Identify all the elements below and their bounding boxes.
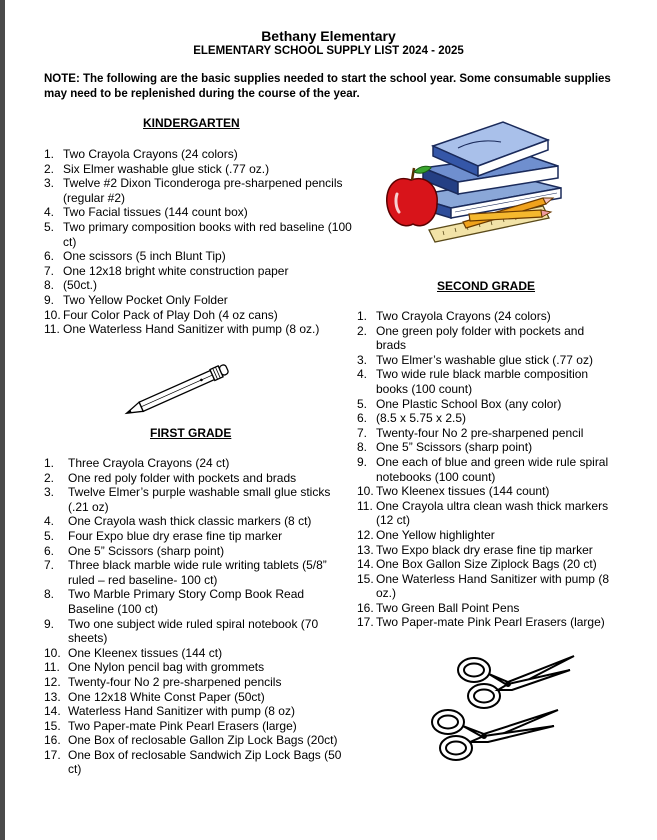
note-paragraph: NOTE: The following are the basic supplies needed to start the school year. Some consumable supplies may need to be replenished during the course of the year. [44,73,611,100]
list-item [44,293,354,308]
list-item [44,485,344,514]
item-text: One Plastic School Box (any color) [376,396,562,411]
list-item [44,147,354,162]
list-item [357,367,612,396]
item-text: Two one subject wide ruled spiral notebook (70 sheets) [68,616,319,646]
item-text: One Crayola wash thick classic markers (8 ct) [68,514,312,529]
item-number: 3. [44,485,55,500]
item-text: One Box of reclosable Sandwich Zip Lock Bags (50 ct) [68,747,342,777]
item-text: Waterless Hand Sanitizer with pump (8 oz) [68,704,295,719]
list-item [44,220,354,249]
list-item [44,587,344,616]
item-text: Two Expo black dry erase fine tip marker [376,542,593,557]
second-grade-list [357,309,612,630]
list-item [44,205,354,220]
item-text: Twelve #2 Dixon Ticonderoga pre-sharpened pencils (regular #2) [63,176,343,205]
second-grade-heading: SECOND GRADE [437,279,536,293]
list-item [44,322,354,337]
item-text: Six Elmer washable glue stick (.77 oz.) [63,161,270,176]
item-number: 14. [357,557,374,572]
item-number: 5. [44,528,55,543]
item-number: 12. [357,527,374,542]
item-text: One 12x18 bright white construction paper [63,263,289,278]
item-text: Two Facial tissues (144 count box) [63,205,248,220]
item-text: Two Paper-mate Pink Pearl Erasers (large) [376,615,605,630]
item-text: One Kleenex tissues (144 ct) [68,645,223,660]
item-number: 6. [357,411,368,426]
item-number: 3. [44,176,55,191]
item-number: 9. [44,292,55,307]
list-item [357,309,612,324]
item-number: 1. [44,456,55,470]
item-text: One green poly folder with pockets and brads [376,323,585,353]
list-item [357,353,612,368]
item-number: 9. [44,616,55,631]
item-number: 10. [44,307,61,322]
item-text: One 5” Scissors (sharp point) [376,440,533,455]
list-item [44,278,354,293]
item-text: Three black marble wide rule writing tablets (5/8” ruled – red baseline- 100 ct) [68,558,327,587]
item-text: One red poly folder with pockets and brads [68,470,297,485]
item-number: 17. [357,615,374,630]
list-item [44,514,344,529]
list-item [44,456,344,471]
item-text: Two Kleenex tissues (144 count) [376,484,550,499]
item-text: One Yellow highlighter [376,527,495,542]
list-item [44,719,344,734]
item-number: 7. [357,425,368,440]
item-number: 13. [44,689,61,704]
list-item [44,544,344,559]
list-item [44,308,354,323]
item-text: (50ct.) [63,278,98,293]
page-edge [0,0,5,840]
list-item [357,411,612,426]
item-number: 4. [357,367,368,382]
school-supplies-icon [383,118,583,250]
item-text: Twenty-four No 2 pre-sharpened pencils [68,674,282,689]
page-title: ELEMENTARY SCHOOL SUPPLY LIST 2024 - 2025 [193,45,464,57]
item-number: 12. [44,674,61,689]
item-number: 8. [44,278,55,293]
item-text: Two Yellow Pocket Only Folder [63,292,228,307]
item-number: 7. [44,558,55,573]
list-item [44,249,354,264]
list-item [44,660,344,675]
item-text: One Crayola ultra clean wash thick markers (12 ct) [376,498,609,528]
item-text: One 12x18 White Const Paper (50ct) [68,689,265,704]
item-text: Two Green Ball Point Pens [376,600,520,615]
item-number: 14. [44,704,61,719]
item-text: Two Crayola Crayons (24 colors) [63,147,238,161]
item-text: Twenty-four No 2 pre-sharpened pencil [376,425,584,440]
list-item [357,615,612,630]
list-item [357,440,612,455]
list-item [44,675,344,690]
item-number: 2. [44,470,55,485]
item-text: One Box of reclosable Gallon Zip Lock Bags (20ct) [68,733,338,748]
item-number: 16. [357,600,374,615]
list-item [44,558,344,587]
item-number: 1. [44,147,55,161]
list-item [357,324,612,353]
school-name: Bethany Elementary [261,28,396,44]
item-number: 1. [357,309,368,323]
item-text: Three Crayola Crayons (24 ct) [68,456,230,470]
item-number: 4. [44,514,55,529]
list-item [44,748,344,777]
item-number: 6. [44,543,55,558]
item-number: 10. [357,484,374,499]
item-number: 9. [357,454,368,469]
kindergarten-list [44,147,354,337]
list-item [357,557,612,572]
item-number: 17. [44,747,61,762]
list-item [44,733,344,748]
item-number: 2. [357,323,368,338]
list-item [357,499,612,528]
first-grade-heading: FIRST GRADE [150,426,232,440]
list-item [357,426,612,441]
item-number: 13. [357,542,374,557]
item-text: One each of blue and green wide rule spiral notebooks (100 count) [376,454,609,484]
item-text: Two Paper-mate Pink Pearl Erasers (large) [68,718,297,733]
list-item [44,617,344,646]
item-text: Two primary composition books with red baseline (100 ct) [63,219,352,249]
pencil-icon [118,362,240,420]
item-number: 11. [44,322,60,337]
item-text: One Nylon pencil bag with grommets [68,660,265,675]
list-item [44,646,344,661]
item-number: 6. [44,249,55,264]
item-number: 3. [357,352,368,367]
list-item [44,690,344,705]
item-number: 4. [44,205,55,220]
item-number: 8. [44,587,55,602]
list-item [357,572,612,601]
scissors-icon [428,650,578,764]
item-number: 15. [357,571,374,586]
item-text: One scissors (5 inch Blunt Tip) [63,249,226,264]
list-item [357,455,612,484]
item-text: One 5” Scissors (sharp point) [68,543,225,558]
item-text: One Waterless Hand Sanitizer with pump (8 oz.) [63,322,320,337]
first-grade-list [44,456,344,777]
item-number: 16. [44,733,61,748]
item-number: 10. [44,645,61,660]
list-item [44,264,354,279]
item-text: Four Color Pack of Play Doh (4 oz cans) [63,307,278,322]
item-number: 5. [357,396,368,411]
list-item [44,162,354,177]
list-item [44,529,344,544]
list-item [357,528,612,543]
item-number: 7. [44,263,55,278]
item-number: 2. [44,161,55,176]
item-text: One Waterless Hand Sanitizer with pump (8 oz.) [376,571,609,601]
item-text: Four Expo blue dry erase fine tip marker [68,528,283,543]
item-number: 11. [44,660,60,675]
item-number: 11. [357,498,373,513]
item-number: 15. [44,718,61,733]
item-text: Twelve Elmer’s purple washable small glue sticks (.21 oz) [68,485,331,514]
item-number: 8. [357,440,368,455]
item-text: Two Marble Primary Story Comp Book Read Baseline (100 ct) [68,587,305,616]
item-text: (8.5 x 5.75 x 2.5) [376,411,467,426]
item-number: 5. [44,219,55,234]
list-item [357,543,612,558]
item-text: Two Crayola Crayons (24 colors) [376,309,551,323]
list-item [357,397,612,412]
list-item [44,471,344,486]
item-text: Two wide rule black marble composition books (100 count) [376,367,589,396]
list-item [357,601,612,616]
item-text: Two Elmer’s washable glue stick (.77 oz) [376,352,593,367]
item-text: One Box Gallon Size Ziplock Bags (20 ct) [376,557,597,572]
list-item [44,704,344,719]
kindergarten-heading: KINDERGARTEN [143,116,240,130]
list-item [44,176,354,205]
list-item [357,484,612,499]
